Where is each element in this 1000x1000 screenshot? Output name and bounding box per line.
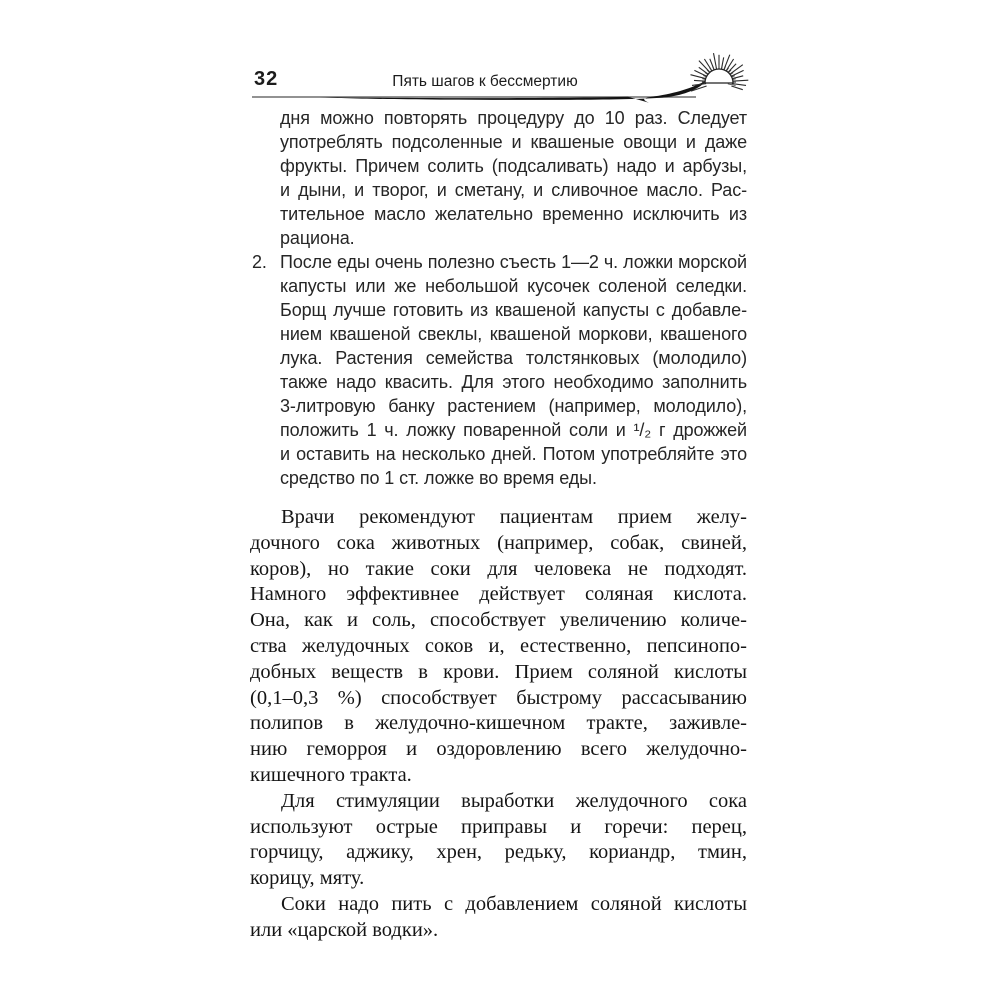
text-line: ства желудочных соков и, естественно, пепсинопо- — [250, 634, 747, 657]
text-line: рациона. — [280, 228, 355, 248]
text-line: 3-литровую банку растением (например, молодило), — [280, 396, 747, 416]
text-line: полипов в желудочно-кишечном тракте, заживле- — [250, 712, 747, 735]
text-line: Она, как и соль, способствует увеличению количе- — [250, 609, 747, 632]
text-line: Намного эффективнее действует соляная кислота. — [250, 583, 747, 606]
text-line: После еды очень полезно съесть 1—2 ч. ложки морской — [280, 252, 747, 272]
text-line: коров), но такие соки для человека не подходят. — [250, 557, 747, 580]
text-line: положить 1 ч. ложку поваренной соли и ¹/₂ г дрожжей — [280, 420, 747, 440]
text-line: нию геморроя и оздоровлению всего желудочно- — [250, 738, 747, 761]
paragraph-juices — [250, 892, 747, 944]
text-line: Врачи рекомендуют пациентам прием желу- — [281, 506, 747, 528]
text-line: корицу, мяту. — [250, 867, 365, 890]
text-line: нием квашеной свеклы, квашеной моркови, квашеного — [280, 324, 747, 344]
list-item-1-continuation — [250, 106, 747, 250]
text-line: дочного сока животных (например, собак, свиней, — [250, 531, 747, 554]
list-item-2 — [250, 250, 747, 490]
header-swash-stroke — [320, 80, 707, 103]
header-flourish — [250, 52, 760, 108]
text-line: фрукты. Причем солить (подсаливать) надо и арбузы, — [280, 156, 747, 176]
page-number: 32 — [254, 68, 279, 90]
running-header-title: Пять шагов к бессмертию — [392, 73, 578, 90]
text-line: (0,1–0,3 %) способствует быстрому рассасыванию — [250, 686, 747, 709]
text-line: дня можно повторять процедуру до 10 раз. Следует — [280, 108, 747, 128]
paragraph-spices — [250, 789, 747, 892]
text-line: Для стимуляции выработки желудочного сока — [281, 789, 747, 812]
text-line: добных веществ в крови. Прием соляной кислоты — [250, 660, 747, 683]
text-line: кишечного тракта. — [250, 763, 412, 786]
text-line: и оставить на несколько дней. Потом употребляйте это — [280, 444, 747, 464]
text-line: средство по 1 ст. ложке во время еды. — [280, 468, 597, 488]
text-line: используют острые приправы и горечи: перец, — [250, 815, 747, 838]
text-line: капусты или же небольшой кусочек соленой селедки. — [280, 276, 747, 296]
text-line: Соки надо пить с добавлением соляной кислоты — [281, 892, 747, 915]
text-line: Борщ лучше готовить из квашеной капусты с добавле- — [280, 300, 747, 320]
text-line: также надо квасить. Для этого необходимо заполнить — [280, 372, 747, 392]
paragraph-gastric-juice — [250, 505, 747, 789]
text-column — [250, 106, 747, 944]
text-line: или «царской водки». — [250, 918, 439, 941]
text-line: горчицу, аджику, хрен, редьку, кориандр, тмин, — [250, 841, 747, 864]
text-line: и дыни, и творог, и сметану, и сливочное масло. Рас- — [280, 180, 747, 200]
text-line: употреблять подсоленные и квашеные овощи и даже — [280, 132, 747, 152]
text-line: лука. Растения семейства толстянковых (молодило) — [280, 348, 747, 368]
list-item-number: 2. — [252, 252, 267, 272]
text-line: тительное масло желательно временно исключить из — [280, 204, 747, 224]
